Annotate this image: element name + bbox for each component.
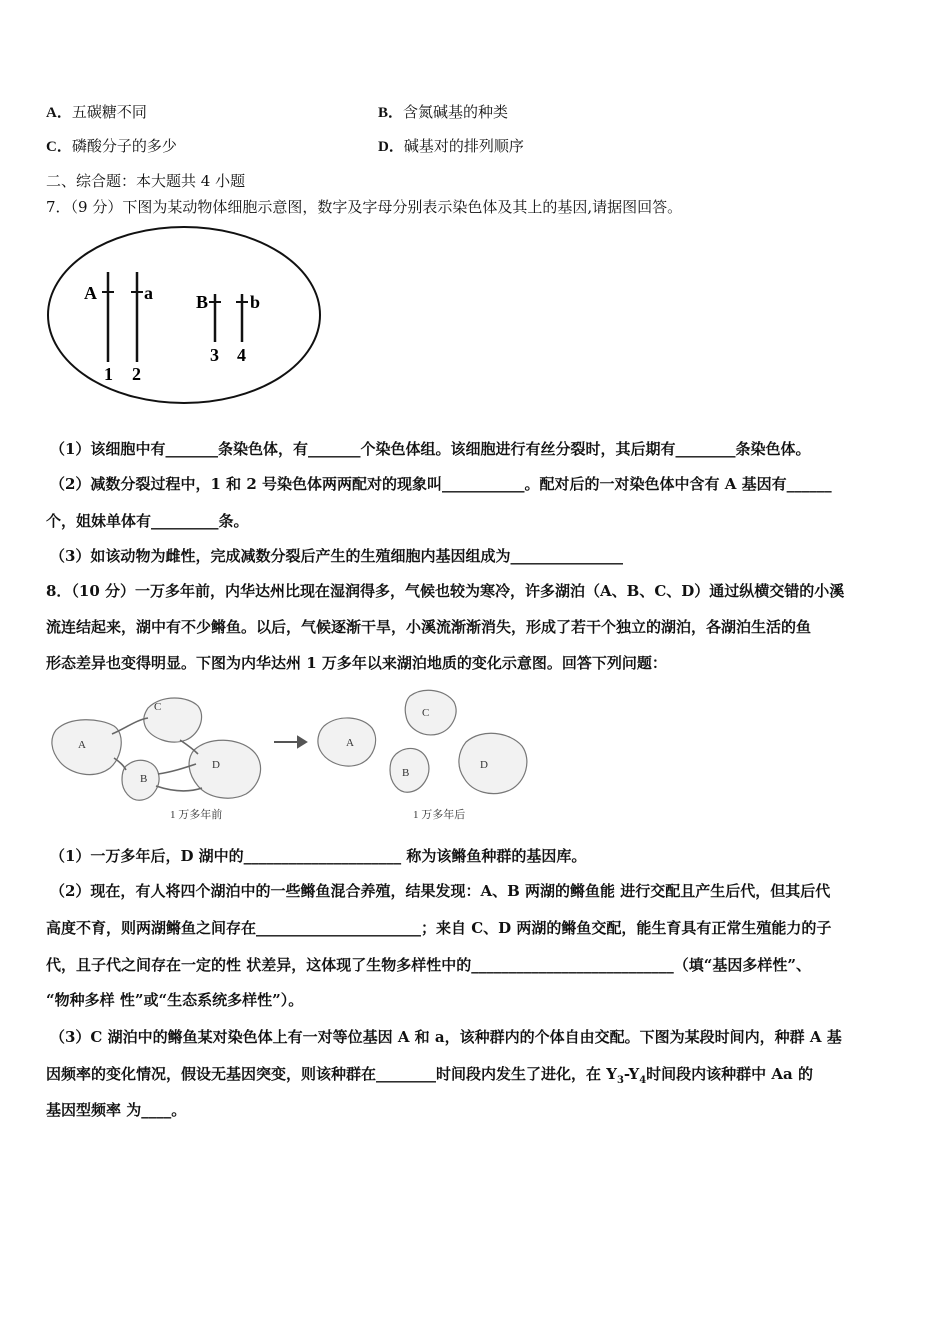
lake-C-label-after: C: [422, 707, 430, 719]
option-a-label: A．: [46, 105, 72, 121]
q8-stem-line3: 形态差异也变得明显。下图为内华达州 1 万多年以来湖泊地质的变化示意图。回答下列问题：: [46, 654, 667, 672]
gene-b-label: b: [250, 292, 261, 312]
gene-B-label: B: [196, 292, 209, 312]
q8-sub3-line2: [46, 1064, 813, 1091]
arrow-icon: [274, 737, 306, 747]
chromosome-4-label: 4: [237, 345, 246, 365]
cell-diagram: [44, 224, 324, 406]
q7-sub3: （3）如该动物为雌性，完成减数分裂后产生的生殖细胞内基因组成为_______________: [50, 547, 623, 565]
q8-sub3-line3: 基因型频率 为____。: [46, 1101, 187, 1119]
q8-sub2-line2: 高度不育，则两湖鳉鱼之间存在______________________；来自 C、D 两湖的鳉鱼交配，能生育具有正常生殖能力的子: [46, 919, 832, 937]
q8-sub3-line2-pre: 因频率的变化情况，假设无基因突变，则该种群在________时间段内发生了进化，在 Y: [46, 1065, 617, 1083]
q7-sub1: （1）该细胞中有_______条染色体，有_______个染色体组。该细胞进行有丝分裂时，其后期有________条染色体。: [50, 440, 811, 458]
lake-D-label-before: D: [212, 759, 220, 771]
q8-sub3-line2-mid: -Y: [623, 1065, 640, 1083]
option-c-label: C．: [46, 139, 72, 155]
option-d-text: 碱基对的排列顺序: [403, 137, 524, 155]
caption-before: 1 万多年前: [170, 809, 223, 821]
lake-B-label-after: B: [402, 767, 410, 779]
option-b-text: 含氮碱基的种类: [403, 103, 509, 121]
lake-A-label-after: A: [346, 737, 354, 749]
option-b-label: B．: [378, 105, 404, 121]
option-c: [46, 136, 177, 157]
chromosome-3-label: 3: [210, 345, 219, 365]
q8-stem-line2: 流连结起来，湖中有不少鳉鱼。以后，气候逐渐干旱，小溪流渐渐消失，形成了若干个独立的湖泊，各湖泊生活的鱼: [46, 618, 812, 636]
y3-subscript: 3: [616, 1075, 624, 1086]
q7-sub2-line2: 个，姐妹单体有_________条。: [46, 512, 249, 530]
q8-sub2-line1: （2）现在，有人将四个湖泊中的一些鳉鱼混合养殖，结果发现：A、B 两湖的鳉鱼能 进行交配且产生后代，但其后代: [50, 882, 831, 900]
chromosome-2-label: 2: [132, 364, 141, 384]
q8-sub3-line2-post: 时间段内该种群中 Aa 的: [646, 1065, 813, 1083]
y4-subscript: 4: [639, 1075, 647, 1086]
lake-C-after: [405, 690, 456, 735]
lake-D-after: [459, 733, 527, 793]
lake-A-label-before: A: [78, 739, 86, 751]
q8-sub1: （1）一万多年后，D 湖中的_____________________ 称为该鳉鱼种群的基因库。: [50, 847, 587, 865]
option-a: [46, 102, 147, 123]
option-c-text: 磷酸分子的多少: [71, 137, 177, 155]
chromosome-1-label: 1: [104, 364, 113, 384]
q8-sub3-line1: （3）C 湖泊中的鳉鱼某对染色体上有一对等位基因 A 和 a，该种群内的个体自由交配。下图为某段时间内，种群 A 基: [50, 1028, 842, 1046]
q8-stem-line1: 8．（10 分）一万多年前，内华达州比现在湿润得多，气候也较为寒冷，许多湖泊（A、B、C、D）通过纵横交错的小溪: [46, 582, 845, 600]
gene-A-label: A: [84, 283, 97, 303]
q8-sub2-line3: 代，且子代之间存在一定的性 状差异，这体现了生物多样性中的___________________________（填“基因多样性”、: [46, 956, 811, 974]
lake-D-label-after: D: [480, 759, 488, 771]
cell-outline: [48, 227, 320, 403]
lake-C-label-before: C: [154, 701, 162, 713]
option-a-text: 五碳糖不同: [71, 103, 147, 121]
q7-stem: 7．（9 分）下图为某动物体细胞示意图，数字及字母分别表示染色体及其上的基因,请据图回答。: [46, 198, 683, 216]
option-d: [378, 136, 524, 157]
gene-a-label: a: [144, 283, 153, 303]
q7-sub2-line1: （2）减数分裂过程中，1 和 2 号染色体两两配对的现象叫___________。配对后的一对染色体中含有 A 基因有______: [50, 475, 832, 493]
caption-after: 1 万多年后: [413, 809, 466, 821]
lake-A-before: [52, 720, 121, 775]
lake-B-label-before: B: [140, 773, 148, 785]
lake-diagram: [48, 688, 538, 828]
option-d-label: D．: [378, 139, 404, 155]
lake-B-after: [390, 748, 429, 792]
q8-sub2-line4: “物种多样 性”或“生态系统多样性”）。: [46, 991, 304, 1009]
section-title: 二、综合题：本大题共 4 小题: [46, 172, 246, 190]
lake-C-before: [144, 698, 202, 742]
option-b: [378, 102, 508, 123]
